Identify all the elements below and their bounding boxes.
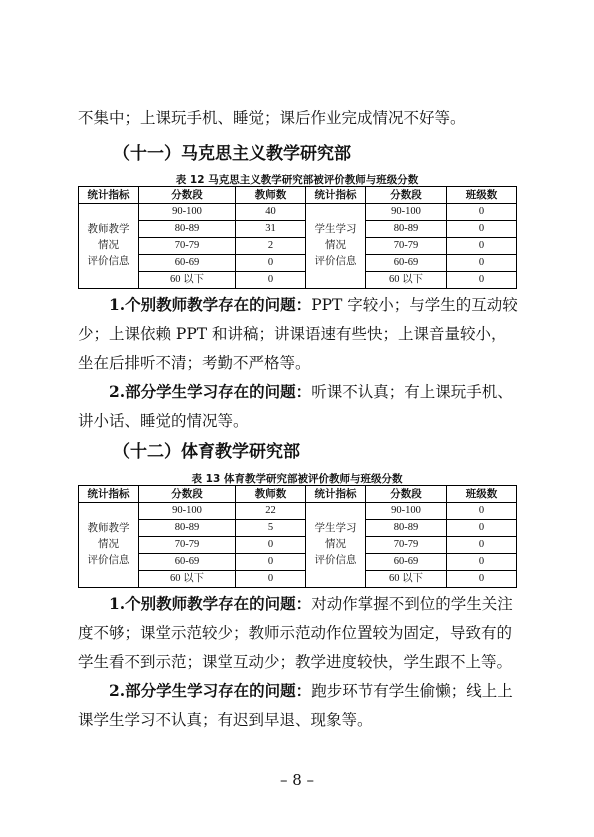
header-cell: 统计指标: [306, 486, 366, 503]
table-cell: 60-69: [139, 554, 236, 571]
header-cell: 班级数: [447, 187, 517, 204]
table-cell: 0: [447, 554, 517, 571]
table-cell: 90-100: [366, 204, 447, 221]
table-cell: 80-89: [366, 221, 447, 238]
header-cell: 统计指标: [306, 187, 366, 204]
table-cell: 70-79: [139, 537, 236, 554]
paragraph-line: 讲小话、睡觉的情况等。: [78, 412, 249, 430]
table-cell: 40: [236, 204, 306, 221]
paragraph-line: [78, 382, 513, 402]
table-cell: 60-69: [366, 554, 447, 571]
teacher-category-cell: [79, 503, 139, 588]
paragraph-line: [78, 295, 518, 315]
section-heading-12: （十二）体育教学研究部: [113, 442, 300, 462]
table-12: [78, 186, 517, 289]
header-cell: 统计指标: [79, 187, 139, 204]
paragraph-line: 坐在后排听不清；考勤不严格等。: [78, 354, 311, 372]
student-category-cell: [306, 204, 366, 289]
section-heading-11: （十一）马克思主义教学研究部: [113, 144, 351, 164]
table-cell: 90-100: [366, 503, 447, 520]
header-cell: 教师数: [236, 187, 306, 204]
category-label: 评价信息: [87, 256, 130, 267]
header-cell: 分数段: [366, 486, 447, 503]
header-cell: 统计指标: [79, 486, 139, 503]
category-label: 评价信息: [314, 256, 357, 267]
table-cell: 0: [236, 255, 306, 272]
table-cell: 0: [447, 255, 517, 272]
table-row: [79, 221, 517, 238]
table-cell: 0: [236, 571, 306, 588]
table-cell: 0: [447, 571, 517, 588]
table-cell: 60-69: [139, 255, 236, 272]
table-cell: 60 以下: [139, 571, 236, 588]
table-cell: 80-89: [139, 221, 236, 238]
header-cell: 分数段: [366, 187, 447, 204]
paragraph-label: 1.个别教师教学存在的问题：: [109, 295, 312, 314]
paragraph-line: 不集中；上课玩手机、睡觉；课后作业完成情况不好等。: [78, 109, 466, 127]
table-cell: 5: [236, 520, 306, 537]
table-cell: 0: [236, 537, 306, 554]
table-cell: 80-89: [139, 520, 236, 537]
table-cell: 60-69: [366, 255, 447, 272]
category-label: 情况: [325, 240, 346, 251]
page-number: – 8 –: [279, 771, 315, 789]
header-cell: 教师数: [236, 486, 306, 503]
category-label: 情况: [98, 539, 119, 550]
table-row: [79, 204, 517, 221]
paragraph-label: 2.部分学生学习存在的问题：: [109, 382, 312, 401]
paragraph-line: [78, 681, 513, 701]
table-caption-13: 表 13 体育教学研究部被评价教师与班级分数: [191, 473, 403, 485]
table-cell: 0: [236, 272, 306, 289]
table-caption-12: 表 12 马克思主义教学研究部被评价教师与班级分数: [175, 174, 419, 186]
table-cell: 0: [447, 221, 517, 238]
header-cell: 分数段: [139, 486, 236, 503]
category-label: 情况: [98, 240, 119, 251]
table-cell: 70-79: [366, 537, 447, 554]
category-label: 学生学习: [314, 523, 357, 534]
paragraph-line: 少；上课依赖 PPT 和讲稿；讲课语速有些快；上课音量较小，: [78, 325, 507, 343]
table-cell: 80-89: [366, 520, 447, 537]
table-cell: 0: [447, 520, 517, 537]
table-cell: 0: [447, 204, 517, 221]
paragraph-text: 对动作掌握不到位的学生关注: [311, 595, 513, 613]
paragraph-label: 1.个别教师教学存在的问题：: [109, 594, 312, 613]
table-cell: 70-79: [139, 238, 236, 255]
category-label: 评价信息: [314, 555, 357, 566]
category-label: 评价信息: [87, 555, 130, 566]
table-cell: 31: [236, 221, 306, 238]
header-cell: 分数段: [139, 187, 236, 204]
table-cell: 90-100: [139, 204, 236, 221]
table-header-row: [79, 187, 517, 204]
table-cell: 0: [447, 238, 517, 255]
category-label: 学生学习: [314, 224, 357, 235]
table-cell: 0: [236, 554, 306, 571]
table-cell: 2: [236, 238, 306, 255]
table-cell: 0: [447, 272, 517, 289]
paragraph-text: 听课不认真；有上课玩手机、: [311, 383, 513, 401]
paragraph-text: 跑步环节有学生偷懒；线上上: [311, 682, 513, 700]
student-category-cell: [306, 503, 366, 588]
table-row: [79, 520, 517, 537]
table-row: [79, 255, 517, 272]
paragraph-label: 2.部分学生学习存在的问题：: [109, 681, 312, 700]
paragraph-text: PPT 字较小；与学生的互动较: [311, 296, 518, 314]
table-cell: 60 以下: [366, 272, 447, 289]
table-row: [79, 554, 517, 571]
paragraph-line: [78, 594, 513, 614]
paragraph-line: 学生看不到示范；课堂互动少；教学进度较快，学生跟不上等。: [78, 653, 513, 671]
paragraph-line: 度不够；课堂示范较少；教师示范动作位置较为固定，导致有的: [78, 624, 513, 642]
table-row: [79, 238, 517, 255]
table-row: [79, 272, 517, 289]
table-cell: 60 以下: [366, 571, 447, 588]
table-13: [78, 485, 517, 588]
table-row: [79, 503, 517, 520]
table-cell: 70-79: [366, 238, 447, 255]
table-cell: 60 以下: [139, 272, 236, 289]
table-cell: 0: [447, 537, 517, 554]
header-cell: 班级数: [447, 486, 517, 503]
table-header-row: [79, 486, 517, 503]
category-label: 情况: [325, 539, 346, 550]
table-cell: 90-100: [139, 503, 236, 520]
paragraph-line: 课学生学习不认真；有迟到早退、现象等。: [78, 711, 373, 729]
table-cell: 22: [236, 503, 306, 520]
category-label: 教师教学: [87, 224, 130, 235]
table-cell: 0: [447, 503, 517, 520]
table-row: [79, 571, 517, 588]
category-label: 教师教学: [87, 523, 130, 534]
table-row: [79, 537, 517, 554]
teacher-category-cell: [79, 204, 139, 289]
